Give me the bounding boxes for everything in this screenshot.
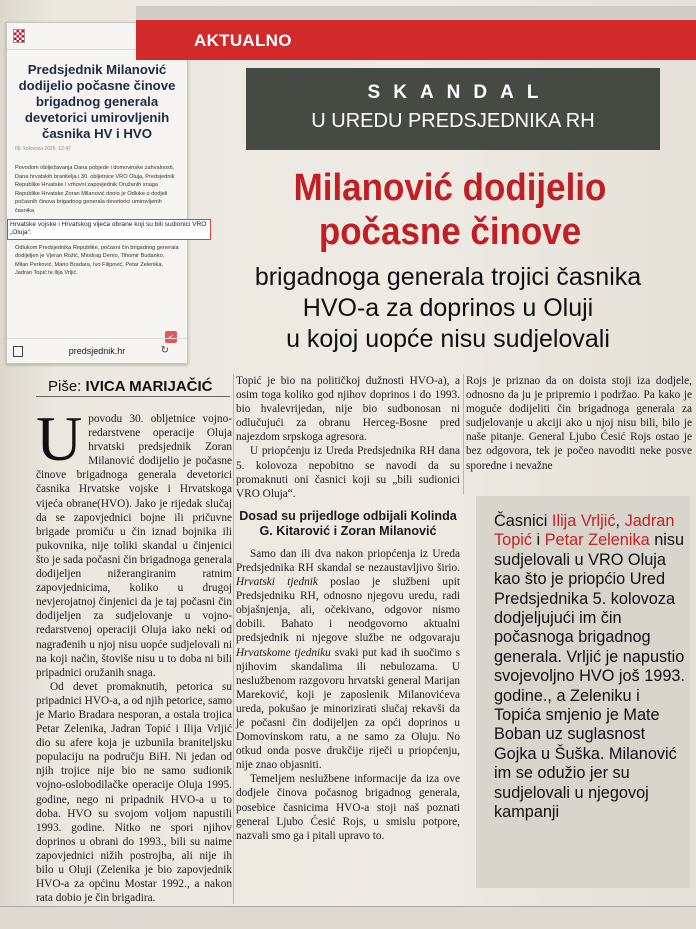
kicker-box <box>246 68 660 150</box>
pull-text-1: Časnici <box>494 512 552 530</box>
col1-paragraph-2: Od devet promaknutih, petorica su pripadnici HVO-a, a od njih petorice, samo je Mario Bradara nesporan, a ostala trojica Petar Zelenika, Jadran Topić i Ilija Vrljić dio su afere koja je uzbunila braniteljsku populaciju na području BiH. Ni jedan od njih trojice nije bio ne samo sudionik vojno-oslobodilačke operacije Oluja 1995. godine, nego ni pripadnik HVO-a u to doba. HVO su svojom voljom napustili 1993. godine. Nitko ne spori njihov doprinos u obrani do 1993., bili su naime zapovjednici nižih postrojba, ali nije ih bilo u Oluji (Zelenika je bio zapovjednik HVO-a za općinu Mostar 1992., a nakon rata dobio je čin brigadira. <box>36 680 232 905</box>
column-divider-1 <box>233 374 234 904</box>
phone-article-body-2: Odlukom Predsjednika Republike, počasni čin brigadnog generala dodijeljen je Vjeran Rožić, Miodrag Demo, Tihomir Budanko, Milan Perković, Mario Bradara, Ivo Filipović, Petar Zelenika, Jadran Topić te Ilija Vrljić. <box>15 244 179 277</box>
kicker-line-1: SKANDAL <box>367 82 552 103</box>
kicker-line-2: U UREDU PREDSJEDNIKA RH <box>311 110 595 132</box>
col1-paragraph-1: povodu 30. obljetnice vojno-redarstvene operacije Oluja hrvatski predsjednik Zoran Milanović dodijelio je počasne činove brigadnoga generala devetorici časnika Hrvatske vojske i Hrvatskoga vijeća obrane(HVO). Jako je rijedak slučaj da se zapovjednici bojne ili pričuvne brigade promiču u čin iznad bojnika ili pukovnika, nije toliki skandal u činjenici što je sada počasni čin brigadnoga generala dodijeljen nižerangiranim ratnim zapovjednicima, koliko u drugoj nevjerojatnoj činjenici da je taj počasni čin dodijeljen za sudjelovanje u vojno-redarstvenoj operaciji Oluja iako neki od nagrađenih u njoj nisu uopće sudjelovali ni na koji način, štoviše nisu u to doba ni bili pripadnici oružanih snaga. <box>36 413 232 679</box>
phone-article-body: Povodom obilježavanja Dana pobjede i domovinske zahvalnosti, Dana hrvatskih branitelja i 30. obljetnice VRO Oluja, Predsjednik Republike Hrvatske i vrhovni zapovjednik Oružanih snaga Republike Hrvatske Zoran Milanović donio je Odluke o dodjeli počasnih činova brigadnog generala devetorici umirovljenih časnika <box>15 165 175 214</box>
phone-address-bar[interactable] <box>7 338 187 363</box>
col2-paragraph-3 <box>236 547 460 773</box>
subhead-line-2: HVO-a za doprinos u Oluji <box>302 294 594 322</box>
col2-p3-part-a: Samo dan ili dva nakon priopćenja iz Ureda Predsjednika RH skandal se nezaustavljivo širio. <box>236 547 460 574</box>
col2-paragraph-4: Temeljem neslužbene informacije da iza ove dodjele činova počasnog brigadnog generala, posebice časnicima HVO-a stoji naš poznati general Ljubo Ćesić Rojs, u smislu potpore, nazvali smo ga i pitali upravo to. <box>236 773 460 842</box>
col2-p3-publication: Hrvatski tjednik <box>236 576 318 589</box>
subhead-line-3: u kojoj uopće nisu sudjelovali <box>286 325 610 353</box>
byline-author: IVICA MARIJAČIĆ <box>85 378 213 395</box>
pull-quote-box <box>476 496 690 888</box>
page-bottom-edge <box>0 906 696 929</box>
pull-text-2: , <box>615 512 625 530</box>
section-label: AKTUALNO <box>194 31 292 50</box>
byline <box>48 378 212 395</box>
section-banner <box>136 20 696 60</box>
col2-paragraph-1: Topić je bio na političkoj dužnosti HVO-a), a osim toga koliko god njihov doprinos i do 1993. bio hvalevrijedan, nije bio sudbonosan ni odlučujući za obranu Herceg-Bosne pred najezdom srpskoga agresora. <box>236 375 460 444</box>
pull-name-1: Ilija Vrljić <box>551 512 616 530</box>
col2-paragraph-2: U priopćenju iz Ureda Predsjednika RH dana 5. kolovoza nepobitno se navodi da su promaknuti oni časnici koji su „bili sudionici VRO Oluja“. <box>236 445 460 500</box>
reload-icon[interactable]: ↻ <box>160 345 169 356</box>
top-strip <box>136 6 696 20</box>
byline-label: Piše: <box>48 378 82 395</box>
pull-name-3: Petar Zelenika <box>544 531 650 550</box>
col2-subtitle: Dosad su prijedloge odbijali Kolinda G. Kitarović i Zoran Milanović <box>239 508 457 538</box>
pull-name-2: Jadran Topić <box>494 512 675 550</box>
article-column-2 <box>236 374 460 843</box>
phone-screenshot <box>6 22 207 364</box>
subheadline <box>200 262 696 355</box>
phone-article-title: Predsjednik Milanović dodijelio počasne činove brigadnog generala devetorici umirovljenih časnika HV i HVO <box>18 62 176 141</box>
phone-highlighted-text: Hrvatske vojske i Hrvatskog vijeća obrane koji su bili sudionici VRO „Oluja“. <box>7 219 211 240</box>
col2-p3-publication-2: Hrvatskome tjedniku <box>236 646 331 659</box>
subhead-line-1: brigadnoga generala trojici časnika <box>254 263 642 291</box>
share-icon[interactable]: < <box>165 331 177 343</box>
drop-cap: U <box>36 403 83 474</box>
phone-article-date: 05. kolovoza 2025. 12:47 <box>15 146 71 152</box>
tabs-icon[interactable] <box>13 346 23 357</box>
headline <box>229 166 671 254</box>
article-column-3 <box>466 374 692 473</box>
byline-rule <box>36 396 230 397</box>
croatian-crest-icon <box>13 29 25 43</box>
headline-line-2: počasne činove <box>318 211 582 253</box>
col2-p3-part-c: svaki put kad ih suočimo s njihovim skandalima ili nebulozama. U neslužbenom razgovoru hrvatski general Marijan Mareković, koji je zaposlenik Milanovićeva ureda, pokušao je minorizirati slučaj rekavši da je počasni čin dodijeljen za opći doprinos u Domovinskom ratu, a ne samo za Oluju. No otkud onda posve drukčije riječi u priopćenju, nije znao objasniti. <box>236 646 460 772</box>
headline-line-1: Milanović dodijelio <box>293 167 607 209</box>
column-divider-2 <box>463 374 464 494</box>
pull-text-4: nisu sudjelovali u VRO Oluja kao što je priopćio Ured Predsjednika 5. kolovoza dodjeljujući im čin počasnoga brigadnog generala. Vrljić je napustio svojevoljno HVO još 1993. godine., a Zeleniku i Topića smjenio je Mate Boban uz suglasnost Gojka u Šuška. Milanović im se odužio jer su sudjelovali u njegovoj kampanji <box>494 531 685 822</box>
col2-p3-part-b: poslao je službeni upit Predsjedniku RH, odnosno njegovu uredu, radi objašnjenja, ali, očekivano, odgovor nismo dobili. Bahato i neodgovorno aktualni predsjednik ni njegove službe ne odgovaraju <box>236 576 460 645</box>
article-column-1 <box>36 403 232 905</box>
url-text[interactable]: predsjednik.hr <box>68 346 126 356</box>
pull-quote <box>494 512 686 823</box>
col3-paragraph-1: Rojs je priznao da on doista stoji iza dodjele, odnosno da ju je pripremio i podržao. Pa kako je moguće dodijeliti čin brigadnoga generala za sudjelovanje u akciji ako u njoj nisu bili, bilo je naše pitanje. General Ljubo Ćesić Rojs ostao je bez odgovora, tek je počeo navoditi neke posve sporedne i nevažne <box>466 375 692 472</box>
pull-text-3: i <box>532 531 545 550</box>
